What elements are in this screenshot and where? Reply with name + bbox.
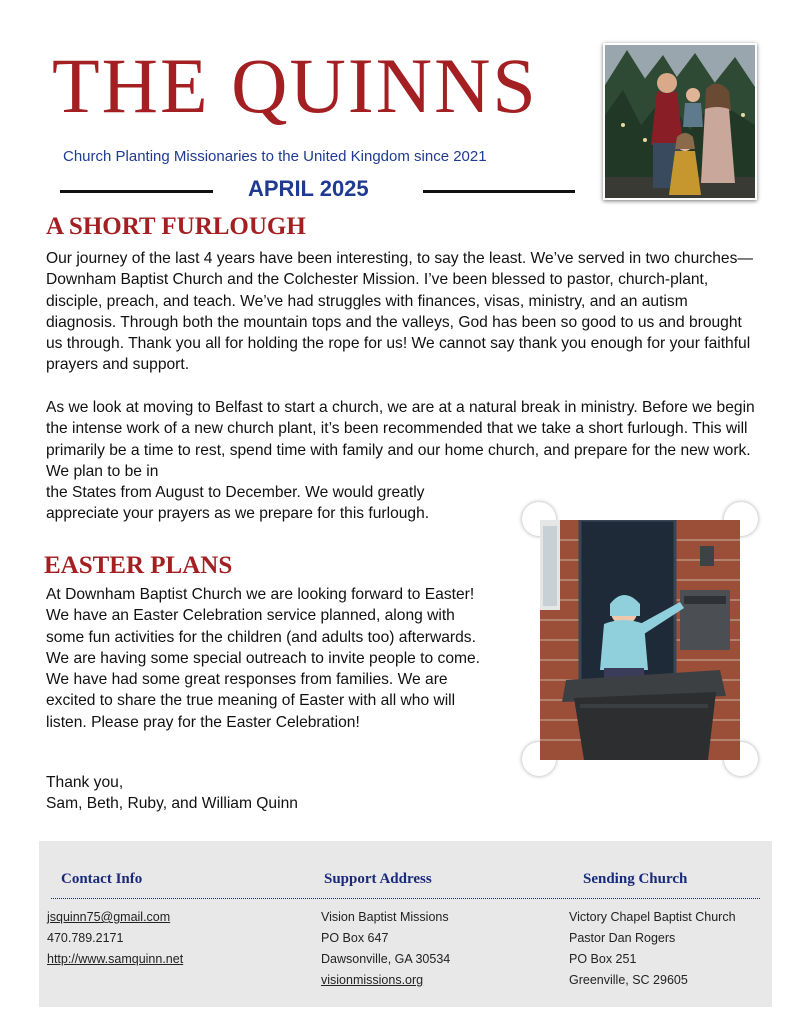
contact-email-link[interactable]: jsquinn75@gmail.com [47,910,171,924]
family-photo [603,43,757,200]
easter-heading: EASTER PLANS [44,552,233,579]
closing-thanks: Thank you, [46,774,124,791]
easter-paragraph: At Downham Baptist Church we are looking forward to Easter! We have an Easter Celebration service planned, along with some fun activities for the children (and adults too) afterwards. We are having some special outreach to invite people to come. We have had some great responses from families. We are excited to share the true meaning of Easter with all who will listen. Please pray for the Easter Celebration! [46,586,480,731]
issue-date: APRIL 2025 [248,176,369,201]
furlough-paragraph-2-continued: the States from August to December. We would greatly appreciate your prayers as we prepare for this furlough. [46,484,430,523]
divider-right [423,190,575,193]
contact-website-link[interactable]: http://www.samquinn.net [47,952,184,966]
mailbox-photo-frame [512,498,767,788]
footer-panel [39,841,772,1007]
divider-left [60,190,213,193]
sending-pastor: Pastor Dan Rogers [569,931,676,945]
mailbox-photo-illustration [540,520,740,760]
sending-column [569,907,736,991]
support-website-link[interactable]: visionmissions.org [321,973,424,987]
sending-heading: Sending Church [583,871,688,887]
mailbox-photo [540,520,740,760]
support-heading: Support Address [324,871,432,887]
support-org: Vision Baptist Missions [321,910,449,924]
furlough-heading: A SHORT FURLOUGH [46,213,306,240]
contact-heading: Contact Info [61,871,143,887]
furlough-paragraph-1: Our journey of the last 4 years have been interesting, to say the least. We’ve served in two churches—Downham Baptist Church and the Colchester Mission. I’ve been blessed to pastor, church-plant, disciple, preach, and teach. We’ve had struggles with finances, visas, ministry, and an autism diagnosis. Through both the mountain tops and the valleys, God has been so good to us and brought us through. Thank you all for holding the rope for us! We cannot say thank you enough for your faithful prayers and support. [46,250,753,374]
family-photo-illustration [605,45,755,198]
newsletter-title: THE QUINNS [52,42,538,129]
contact-column [47,907,183,970]
support-column [321,907,450,991]
closing-signature: Sam, Beth, Ruby, and William Quinn [46,795,298,812]
sending-church-name: Victory Chapel Baptist Church [569,910,736,924]
sending-city: Greenville, SC 29605 [569,973,688,987]
furlough-paragraph-2: As we look at moving to Belfast to start a church, we are at a natural break in ministry. Before we begin the intense work of a new church plant, it’s been recommended that we take a short furlough. This will primarily be a time to rest, spend time with family and our home church, and prepare for the new work. We plan to be in [46,399,755,480]
sending-pobox: PO Box 251 [569,952,637,966]
support-pobox: PO Box 647 [321,931,389,945]
contact-phone: 470.789.2171 [47,931,124,945]
tagline: Church Planting Missionaries to the United Kingdom since 2021 [63,148,487,165]
footer-divider [51,898,760,899]
support-city: Dawsonville, GA 30534 [321,952,451,966]
